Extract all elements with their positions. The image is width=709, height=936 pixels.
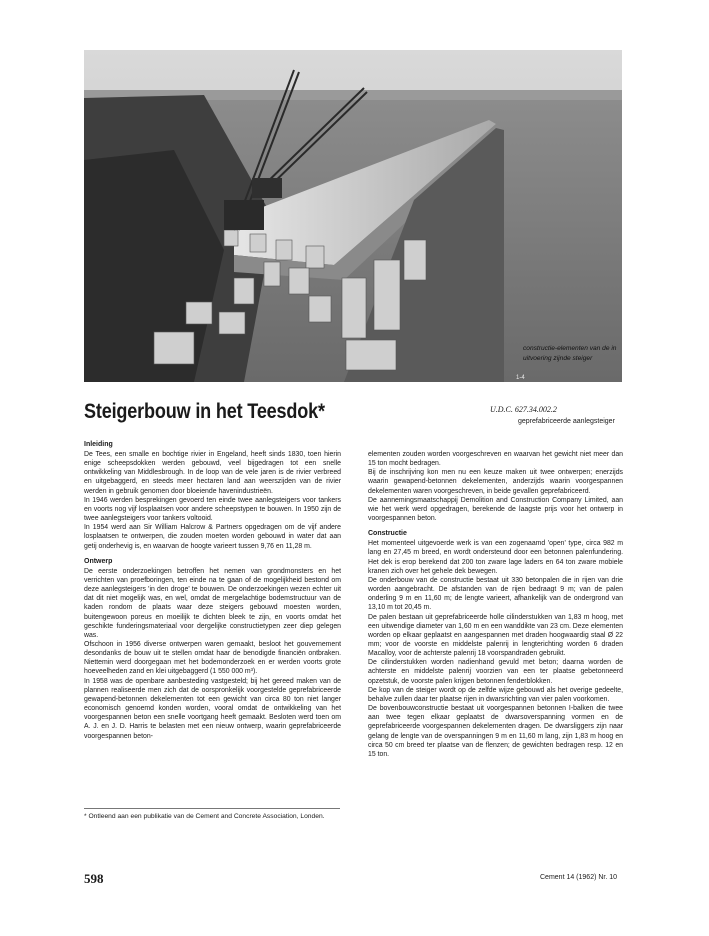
section-heading-constructie: Constructie bbox=[368, 530, 407, 538]
journal-reference: Cement 14 (1962) Nr. 10 bbox=[540, 874, 618, 881]
photo-caption: constructie-elementen van de in uitvoering zijnde steiger bbox=[523, 345, 617, 362]
paragraph: In 1946 werden besprekingen gevoerd ten einde twee aanlegsteigers voor tankers en voorts nog vijf losplaatsen voor andere scheepstypen te bouwen. In 1950 zijn de twee aanlegsteigers voor tankers voltooid. bbox=[84, 496, 341, 523]
paragraph: Bij de inschrijving kon men nu een keuze maken uit twee ontwerpen; enerzijds waarin gewapend-betonnen dekelementen, anderzijds waarin voorgespannen dekelementen waren voorgeschreven, in beide gevallen geprefabriceerd. bbox=[368, 469, 623, 495]
footnote: * Ontleend aan een publikatie van de Cement and Concrete Association, Londen. bbox=[84, 813, 325, 820]
udc-code: U.D.C. 627.34.002.2 bbox=[490, 405, 557, 414]
section-heading-inleiding: Inleiding bbox=[84, 441, 113, 448]
section-heading-ontwerp: Ontwerp bbox=[84, 557, 113, 565]
paragraph: De eerste onderzoekingen betroffen het nemen van grondmonsters en het verrichten van proefboringen, ten einde na te gaan of de mogelijkheid bestond om deze aanlegsteigers 'in den droge' te bouwen. De onderzoekingen wezen echter uit dat dit niet mogelijk was, en wel, omdat de mergelachtige bodemstructuur van de kaden rondom de plaats waar deze steigers gebouwd moesten worden, buitengewoon poreus en moeilijk te dichten bleek te zijn, en voorts omdat het geschikte funderingsmateriaal voor dergelijke constructietypen zeer diep gelegen was. bbox=[84, 567, 341, 639]
paragraph: De kop van de steiger wordt op de zelfde wijze gebouwd als het overige gedeelte, behalve zullen daar ter plaatse rijen in dwarsrichting van vier palen voorkomen. bbox=[368, 686, 623, 703]
right-column bbox=[368, 450, 623, 759]
paragraph: De aannemingsmaatschappij Demolition and Construction Company Limited, aan wie het werk werd opgedragen, berekende de laagste prijs voor het ontwerp in voorgespannen beton. bbox=[368, 496, 623, 523]
page-number: 598 bbox=[84, 871, 104, 886]
paragraph: Het momenteel uitgevoerde werk is van een zogenaamd 'open' type, circa 982 m lang en 27,45 m breed, en wordt ondersteund door een betonnen palenfundering. Het dek is erop berekend dat 200 ton zware lage laders en 64 ton zware mobiele kranen zich over het gehele dek bewegen. bbox=[368, 540, 623, 575]
paragraph: In 1958 was de openbare aanbesteding vastgesteld; bij het gereed maken van de plannen realiseerde men zich dat de oorspronkelijk voorgestelde geprefabriceerde gewapend-betonnen dekelementen tot een gewicht van circa 80 ton niet langer economisch genoemd konden worden, vooral omdat de ontwikkeling van het voorgespannen beton een snelle voortgang heeft gemaakt. Besloten werd toen om A. J. en J. D. Harris te belasten met een nieuw ontwerp, waarin geprefabriceerde voorgespannen beton- bbox=[84, 677, 341, 740]
left-column bbox=[84, 440, 341, 741]
article-title: Steigerbouw in het Teesdok* bbox=[84, 400, 325, 423]
paragraph: De palen bestaan uit geprefabriceerde holle cilinderstukken van 1,83 m hoog, met een uitwendige diameter van 1,60 m en een wanddikte van 23 cm. Deze elementen worden op elkaar geplaatst en aangespannen met draden hoogwaardig staal Ø 22 mm; voor de voorste en middelste palenrij in lengterichting worden 6 draden Macalloy, voor de achterste palenrij 18 voorspandraden gebruikt. bbox=[368, 613, 623, 658]
paragraph: De onderbouw van de constructie bestaat uit 330 betonpalen die in rijen van drie worden aangebracht. De afstanden van de rijen bedraagt 9 m; van de palen onderling 9 m en 11,60 m; de lengte varieert, afhankelijk van de ondergrond van 13,10 m tot 20,45 m. bbox=[368, 576, 623, 612]
paragraph: Ofschoon in 1956 diverse ontwerpen waren gemaakt, besloot het gouvernement desondanks de bouw uit te stellen omdat haar de benodigde financiën ontbraken. Niettemin werd doorgegaan met het bodemonderzoek en er werden voorts grote hoeveelheden zand en klei uitgebaggerd (1 550 000 m³). bbox=[84, 640, 341, 676]
construction-photo bbox=[84, 50, 622, 382]
paragraph: De Tees, een smalle en bochtige rivier in Engeland, heeft sinds 1830, toen hierin enige scheepsdokken werden gebouwd, veel bijgedragen tot een snelle ontwikkeling van Middlesbrough. In de loop van de vele jaren is de rivier verbreed en uitgebaggerd, en steeds meer hectaren land aan weerszijden van de rivier werden in gebruik genomen door bloeiende havenindustrieën. bbox=[84, 451, 341, 495]
paragraph: De bovenbouwconstructie bestaat uit voorgespannen betonnen I-balken die twee aan twee tegen elkaar geplaatst de dwarsoverspanning vormen en de geprefabriceerde voorgespannen dekelementen dragen. De dwarsliggers zijn naar gelang de lengte van de overspanningen 9 m en 11,60 m lang, zijn 1,83 m hoog en circa 50 cm breed ter plaatse van de flenzen; de gewichten bedragen resp. 12 en 15 ton. bbox=[368, 705, 623, 758]
article-subtitle: geprefabriceerde aanlegsteiger bbox=[518, 418, 615, 425]
paragraph: De cilinderstukken worden nadienhand gevuld met beton; daarna worden de achterste en middelste palenrij voorzien van een ter plaatse gebetonneerd opzetstuk, de voorste palen krijgen betonnen fenderblokken. bbox=[368, 659, 623, 685]
footnote-rule bbox=[84, 808, 340, 809]
paragraph: elementen zouden worden voorgeschreven en waarvan het gewicht niet meer dan 15 ton mocht bedragen. bbox=[368, 451, 623, 468]
paragraph: In 1954 werd aan Sir William Halcrow & Partners opgedragen om de vijf andere losplaatsen te ontwerpen, die zouden moeten worden gebouwd in water dat aan getij onderhevig is, en waarvan de hoogte varieert tussen 9,76 en 11,28 m. bbox=[84, 524, 341, 550]
photo-corner-mark: 1-4 bbox=[516, 375, 525, 381]
